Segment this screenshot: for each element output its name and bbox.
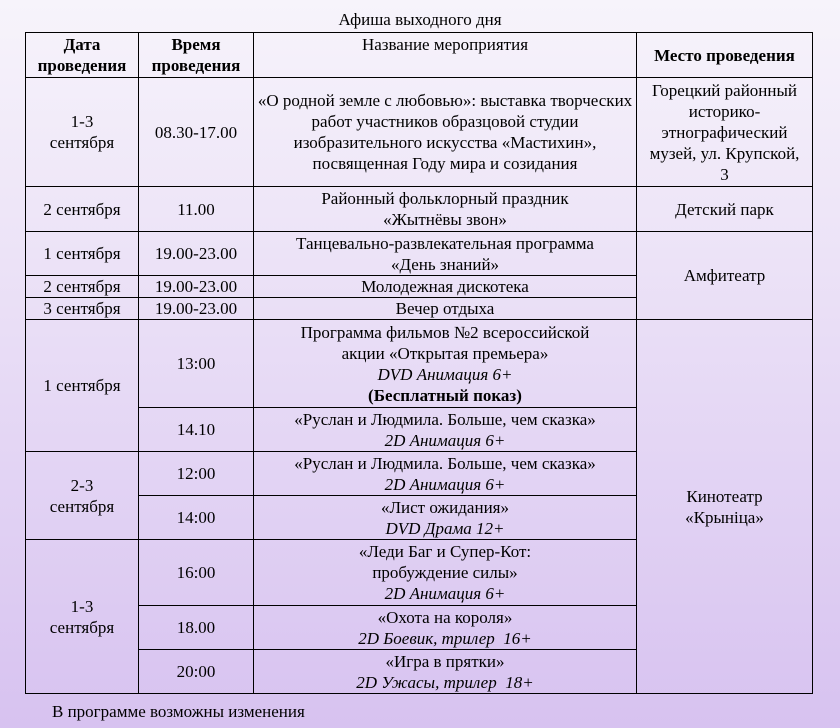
time-cell: 19.00-23.00	[139, 232, 254, 276]
event-format: 2D Анимация 6+	[384, 584, 506, 603]
header-place: Место проведения	[637, 33, 813, 78]
date-cell: 1-3 сентября	[26, 78, 139, 187]
date-cell: 3 сентября	[26, 298, 139, 320]
event-cell: Районный фольклорный праздник «Жытнёвы звон»	[254, 187, 637, 232]
date-cell: 1 сентября	[26, 320, 139, 452]
date-cell: 1-3 сентября	[26, 540, 139, 694]
time-cell: 11.00	[139, 187, 254, 232]
event-format: DVD Анимация 6+	[377, 364, 513, 384]
event-cell	[254, 496, 637, 540]
time-cell: 12:00	[139, 452, 254, 496]
event-cell: Танцевально-развлекательная программа «День знаний»	[254, 232, 637, 276]
date-cell: 2-3 сентября	[26, 452, 139, 540]
event-format: 2D Боевик, трилер 16+	[358, 628, 532, 648]
time-cell: 13:00	[139, 320, 254, 408]
time-cell: 20:00	[139, 650, 254, 694]
place-cell: Детский парк	[637, 187, 813, 232]
event-title: «Руслан и Людмила. Больше, чем сказка»	[294, 453, 596, 473]
event-cell: «О родной земле с любовью»: выставка творческих работ участников образцовой студии изобразительного искусства «Мастихин», посвященная Году мира и созидания	[254, 78, 637, 187]
time-cell: 08.30-17.00	[139, 78, 254, 187]
table-row	[26, 320, 813, 408]
event-cell	[254, 320, 637, 408]
date-cell: 2 сентября	[26, 187, 139, 232]
time-cell: 14:00	[139, 496, 254, 540]
event-title: «Игра в прятки»	[385, 651, 505, 671]
time-cell: 18.00	[139, 606, 254, 650]
event-title: «Охота на короля»	[377, 607, 513, 627]
time-cell: 16:00	[139, 540, 254, 606]
table-header-row	[26, 33, 813, 78]
event-format: 2D Анимация 6+	[384, 474, 506, 494]
table-row	[26, 232, 813, 276]
date-cell: 1 сентября	[26, 232, 139, 276]
event-format: DVD Драма 12+	[385, 518, 505, 538]
time-cell: 19.00-23.00	[139, 298, 254, 320]
table-row	[26, 187, 813, 232]
event-cell	[254, 408, 637, 452]
place-cell: Горецкий районный историко-этнографический музей, ул. Крупской, 3	[637, 78, 813, 187]
place-cell: Амфитеатр	[637, 232, 813, 320]
event-format: 2D Анимация 6+	[384, 430, 506, 450]
event-title: «Лист ожидания»	[381, 497, 509, 517]
event-cell	[254, 606, 637, 650]
footer-note: В программе возможны изменения	[52, 702, 305, 721]
time-cell: 14.10	[139, 408, 254, 452]
date-cell: 2 сентября	[26, 276, 139, 298]
event-title: «Руслан и Людмила. Больше, чем сказка»	[294, 409, 596, 429]
event-title: Программа фильмов №2 всероссийской акции «Открытая премьера»	[300, 322, 590, 363]
table-row	[26, 78, 813, 187]
event-cell: Вечер отдыха	[254, 298, 637, 320]
header-event: Название мероприятия	[254, 33, 637, 78]
event-cell: Молодежная дискотека	[254, 276, 637, 298]
page-title: Афиша выходного дня	[338, 10, 502, 29]
event-cell	[254, 540, 637, 606]
event-cell	[254, 452, 637, 496]
events-table	[25, 32, 813, 694]
header-date: Дата проведения	[26, 33, 139, 78]
time-cell: 19.00-23.00	[139, 276, 254, 298]
event-format: 2D Ужасы, трилер 18+	[356, 672, 534, 692]
event-title: «Леди Баг и Супер-Кот: пробуждение силы»	[358, 542, 532, 582]
place-cell: Кинотеатр «Крыніца»	[637, 320, 813, 694]
header-time: Время проведения	[139, 33, 254, 78]
event-cell	[254, 650, 637, 694]
event-note: (Бесплатный показ)	[368, 385, 522, 405]
